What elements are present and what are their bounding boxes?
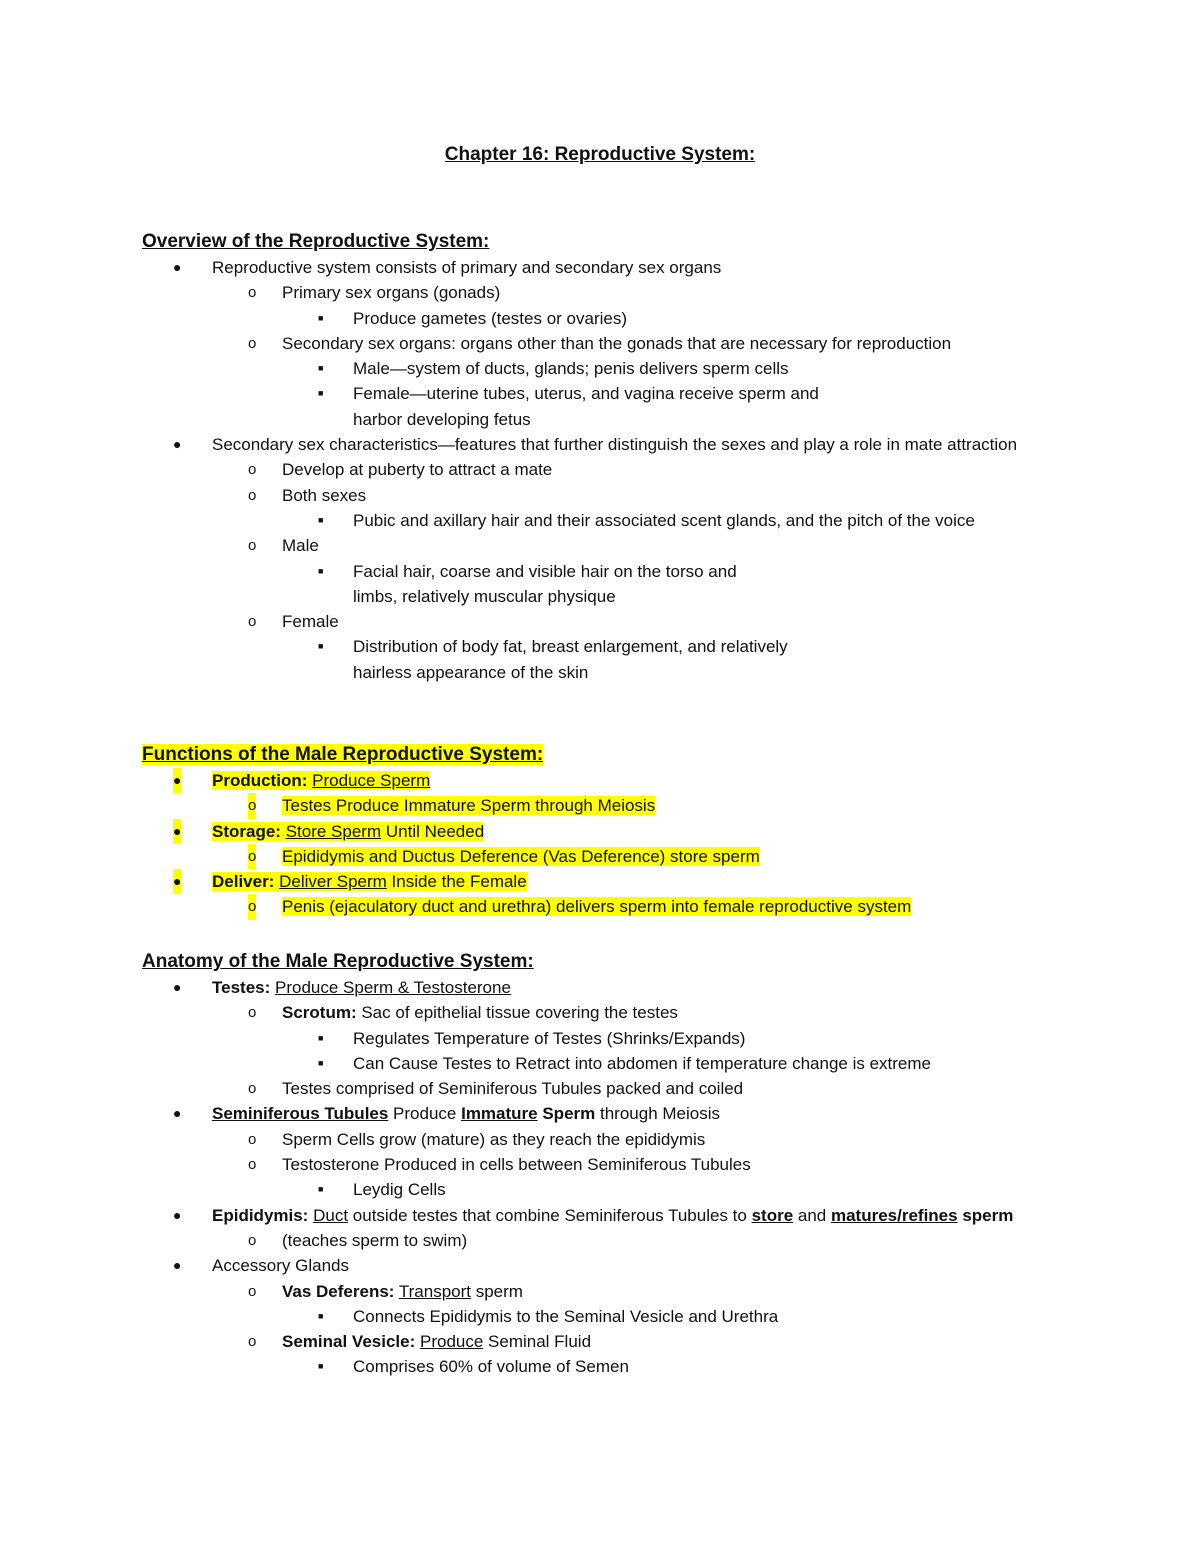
list-item: ■ Distribution of body fat, breast enlargement, and relatively hairless appearance of the skin — [142, 634, 843, 685]
list-item: o Both sexes — [142, 483, 1082, 508]
list-item: o Vas Deferens: Transport sperm — [142, 1279, 1082, 1304]
list-item: o Testes Produce Immature Sperm through Meiosis — [142, 793, 1082, 818]
list-item: ● Testes: Produce Sperm & Testosterone — [142, 975, 1082, 1000]
bullet-icon: ■ — [318, 1032, 324, 1043]
bullet-icon: ■ — [318, 641, 324, 652]
bullet-icon: ● — [173, 869, 181, 894]
page-title: Chapter 16: Reproductive System: — [444, 144, 756, 165]
bullet-icon: ■ — [318, 1057, 324, 1068]
list-item: ● Storage: Store Sperm Until Needed — [142, 819, 1082, 844]
list-item: ● Reproductive system consists of primary and secondary sex organs — [142, 255, 1082, 280]
bullet-icon: ● — [173, 259, 182, 275]
list-item: o Sperm Cells grow (mature) as they reach the epididymis — [142, 1127, 1082, 1152]
bullet-icon: ■ — [318, 1184, 324, 1195]
list-item: o Testosterone Produced in cells between Seminiferous Tubules — [142, 1152, 1082, 1177]
bullet-icon: ● — [173, 1257, 182, 1274]
list-item: ● Epididymis: Duct outside testes that combine Seminiferous Tubules to store and matures/refines sperm — [142, 1203, 1052, 1228]
bullet-icon: ● — [173, 1105, 182, 1122]
bullet-icon: o — [248, 486, 257, 504]
bullet-icon: ■ — [318, 388, 324, 399]
bullet-icon: ● — [173, 768, 181, 793]
list-item: ■ Regulates Temperature of Testes (Shrinks/Expands) — [142, 1026, 1082, 1051]
list-item: o Primary sex organs (gonads) — [142, 280, 1082, 305]
list-item: ● Secondary sex characteristics—features that further distinguish the sexes and play a role in mate attraction — [142, 432, 1052, 457]
bullet-icon: ● — [173, 436, 182, 453]
bullet-icon: o — [248, 1004, 257, 1022]
list-item: ■ Produce gametes (testes or ovaries) — [142, 306, 1082, 331]
anatomy-heading: Anatomy of the Male Reproductive System: — [142, 951, 534, 972]
list-item: ■ Female—uterine tubes, uterus, and vagina receive sperm and harbor developing fetus — [142, 381, 823, 432]
list-item: ■ Pubic and axillary hair and their associated scent glands, and the pitch of the voice — [142, 508, 1082, 533]
bullet-icon: o — [248, 1130, 257, 1148]
list-item: ● Accessory Glands — [142, 1253, 1082, 1278]
bullet-icon: o — [248, 461, 257, 479]
bullet-icon: o — [248, 844, 256, 869]
bullet-icon: o — [248, 334, 257, 352]
bullet-icon: o — [248, 1080, 257, 1098]
bullet-icon: o — [248, 613, 257, 631]
list-item: ■ Comprises 60% of volume of Semen — [142, 1354, 1082, 1379]
list-item: o Female — [142, 609, 1082, 634]
bullet-icon: o — [248, 1231, 257, 1249]
list-item: o Develop at puberty to attract a mate — [142, 457, 1082, 482]
list-item: o Male — [142, 533, 1082, 558]
bullet-icon: ■ — [318, 1361, 324, 1372]
functions-heading: Functions of the Male Reproductive System: — [142, 744, 544, 765]
list-item: o (teaches sperm to swim) — [142, 1228, 1082, 1253]
bullet-icon: o — [248, 1333, 257, 1351]
list-item: o Testes comprised of Seminiferous Tubules packed and coiled — [142, 1076, 1082, 1101]
bullet-icon: o — [248, 1282, 257, 1300]
bullet-icon: o — [248, 894, 256, 919]
bullet-icon: ■ — [318, 312, 324, 323]
anatomy-section — [142, 949, 1082, 1380]
functions-section — [142, 742, 1082, 920]
bullet-icon: ■ — [318, 514, 324, 525]
list-item: o Seminal Vesicle: Produce Seminal Fluid — [142, 1329, 1082, 1354]
list-item: o Scrotum: Sac of epithelial tissue covering the testes — [142, 1000, 1082, 1025]
bullet-icon: ● — [173, 1206, 182, 1223]
list-item: ■ Male—system of ducts, glands; penis delivers sperm cells — [142, 356, 1082, 381]
list-item: ■ Leydig Cells — [142, 1177, 1082, 1202]
bullet-icon: o — [248, 537, 257, 555]
bullet-icon: ■ — [318, 565, 324, 576]
list-item: ■ Connects Epididymis to the Seminal Vesicle and Urethra — [142, 1304, 1082, 1329]
list-item: ● Production: Produce Sperm — [142, 768, 1082, 793]
overview-section — [142, 229, 1082, 685]
list-item: ● Deliver: Deliver Sperm Inside the Female — [142, 869, 1082, 894]
list-item: ■ Can Cause Testes to Retract into abdomen if temperature change is extreme — [142, 1051, 1082, 1076]
list-item: ● Seminiferous Tubules Produce Immature Sperm through Meiosis — [142, 1101, 1082, 1126]
bullet-icon: o — [248, 793, 256, 818]
bullet-icon: o — [248, 1156, 257, 1174]
list-item: o Epididymis and Ductus Deference (Vas Deference) store sperm — [142, 844, 1082, 869]
list-item: o Penis (ejaculatory duct and urethra) delivers sperm into female reproductive system — [142, 894, 1082, 919]
bullet-icon: o — [248, 284, 257, 302]
list-item: ■ Facial hair, coarse and visible hair on the torso and limbs, relatively muscular physique — [142, 559, 783, 610]
bullet-icon: ● — [173, 819, 181, 844]
overview-heading: Overview of the Reproductive System: — [142, 231, 490, 252]
bullet-icon: ■ — [318, 1310, 324, 1321]
list-item: o Secondary sex organs: organs other than the gonads that are necessary for reproduction — [142, 331, 1082, 356]
bullet-icon: ■ — [318, 363, 324, 374]
bullet-icon: ● — [173, 979, 182, 995]
